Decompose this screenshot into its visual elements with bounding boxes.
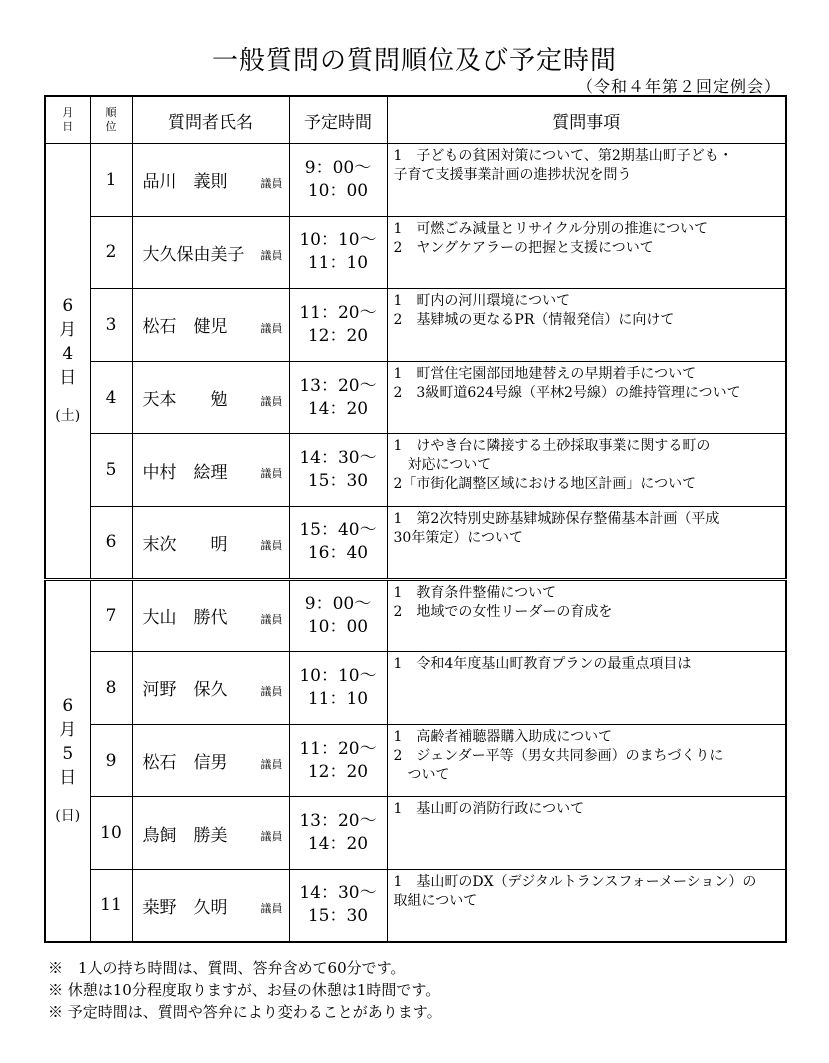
question-topic-line: 2 地域での女性リーダーの育成を — [393, 603, 613, 620]
scheduled-time-cell — [289, 144, 387, 217]
order-cell: 10 — [90, 797, 132, 870]
order-cell: 2 — [90, 216, 132, 289]
order-cell: 11 — [90, 869, 132, 942]
question-topic-line: 2 基肄城の更なるPR（情報発信）に向けて — [393, 312, 675, 329]
questioner-name: 桒野 久明 — [142, 897, 228, 918]
header-row — [45, 96, 786, 144]
question-topic-line: 2 ジェンダー平等（男女共同参画）のまちづくりに — [393, 747, 724, 764]
question-topic-line: 1 子どもの貧困対策について、第2期基山町子ども・ — [393, 148, 733, 164]
start-time: 11：20～ — [299, 738, 377, 759]
question-topic-line: 1 第2次特別史跡基肄城跡保存整備基本計画（平成 — [393, 510, 720, 527]
order-cell: 3 — [90, 289, 132, 362]
question-topic-line: 1 令和4年度基山町教育プランの最重点項目は — [393, 656, 692, 673]
questioner-name-cell — [132, 506, 289, 579]
schedule-table — [44, 95, 787, 943]
date-cell: 6 月 5 日 (日) — [45, 579, 90, 942]
start-time: 9：00～ — [304, 157, 372, 178]
order-cell: 8 — [90, 652, 132, 725]
start-time: 13：20～ — [299, 811, 377, 832]
scheduled-time-cell — [289, 289, 387, 362]
questioner-name-cell — [132, 434, 289, 507]
start-time: 9：00～ — [304, 593, 372, 614]
end-time: 10：00 — [307, 616, 369, 637]
questioner-name: 品川 義則 — [142, 172, 228, 193]
table-row — [45, 144, 786, 217]
questioner-name-cell — [132, 724, 289, 797]
weekday-label: (土) — [55, 407, 81, 424]
end-time: 12：20 — [307, 325, 369, 346]
questioner-name-cell — [132, 797, 289, 870]
end-time: 10：00 — [307, 180, 369, 201]
document-title: 一般質問の質問順位及び予定時間 — [211, 46, 617, 76]
start-time: 15：40～ — [299, 520, 377, 541]
questioner-name: 天本 勉 — [142, 390, 228, 411]
question-topic-line: 1 教育条件整備について — [393, 584, 557, 601]
table-row — [45, 506, 786, 579]
councilor-suffix: 議員 — [260, 613, 283, 627]
question-topic-line: 取組について — [393, 892, 478, 909]
end-time: 15：30 — [307, 471, 369, 492]
question-topic-line: 2 3級町道624号線（平林2号線）の維持管理について — [393, 384, 741, 401]
order-cell: 1 — [90, 144, 132, 217]
scheduled-time-cell — [289, 869, 387, 942]
councilor-suffix: 議員 — [260, 249, 283, 263]
question-topics-cell — [387, 869, 786, 942]
header-date: 月 日 — [45, 96, 90, 144]
questioner-name-cell — [132, 652, 289, 725]
question-topics-cell — [387, 797, 786, 870]
note-3: ※ 予定時間は、質問や答弁により変わることがあります。 — [48, 1003, 442, 1021]
questioner-name: 大久保由美子 — [142, 244, 245, 265]
scheduled-time-cell — [289, 797, 387, 870]
questioner-name: 松石 健児 — [142, 317, 228, 338]
question-topic-line: 1 可燃ごみ減量とリサイクル分別の推進について — [393, 220, 709, 237]
note-1: ※ 1人の持ち時間は、質問、答弁含めて60分です。 — [48, 959, 406, 977]
question-topic-line: 2「市街化調整区域における地区計画」について — [393, 476, 697, 493]
scheduled-time-cell — [289, 216, 387, 289]
end-time: 15：30 — [307, 906, 369, 927]
table-row — [45, 434, 786, 507]
question-topics-cell — [387, 289, 786, 362]
questioner-name-cell — [132, 216, 289, 289]
question-topic-line: 対応について — [393, 457, 492, 474]
scheduled-time-cell — [289, 724, 387, 797]
question-topics-cell — [387, 724, 786, 797]
start-time: 11：20～ — [299, 302, 377, 323]
question-topics-cell — [387, 361, 786, 434]
questioner-name: 鳥飼 勝美 — [142, 825, 228, 846]
question-topic-line: 2 ヤングケアラーの把握と支援について — [393, 239, 654, 256]
start-time: 13：20～ — [299, 375, 377, 396]
councilor-suffix: 議員 — [260, 685, 283, 699]
scheduled-time-cell — [289, 652, 387, 725]
order-cell: 6 — [90, 506, 132, 579]
end-time: 12：20 — [307, 761, 369, 782]
questioner-name-cell — [132, 361, 289, 434]
table-row — [45, 216, 786, 289]
order-cell: 7 — [90, 579, 132, 652]
order-cell: 9 — [90, 724, 132, 797]
councilor-suffix: 議員 — [260, 467, 283, 481]
scheduled-time-cell — [289, 506, 387, 579]
councilor-suffix: 議員 — [260, 539, 283, 553]
question-topic-line: 30年策定）について — [393, 529, 524, 546]
header-time: 予定時間 — [289, 96, 387, 144]
header-order: 順 位 — [90, 96, 132, 144]
document-subtitle: （令和４年第２回定例会） — [576, 77, 781, 96]
table-row — [45, 797, 786, 870]
question-topic-line: 1 町内の河川環境について — [393, 293, 571, 310]
scheduled-time-cell — [289, 434, 387, 507]
question-topic-line: ついて — [393, 766, 450, 783]
table-row — [45, 579, 786, 652]
notes — [48, 957, 442, 1023]
scheduled-time-cell — [289, 579, 387, 652]
date-cell: 6 月 4 日 (土) — [45, 144, 90, 580]
end-time: 11：10 — [307, 688, 369, 709]
questioner-name: 河野 保久 — [142, 680, 228, 701]
questioner-name-cell — [132, 289, 289, 362]
table-row — [45, 652, 786, 725]
question-topic-line: 子育て支援事業計画の進捗状況を問う — [393, 167, 632, 183]
end-time: 14：20 — [307, 398, 369, 419]
councilor-suffix: 議員 — [260, 322, 283, 336]
questioner-name-cell — [132, 869, 289, 942]
start-time: 10：10～ — [299, 665, 377, 686]
start-time: 10：10～ — [299, 230, 377, 251]
table-row — [45, 869, 786, 942]
councilor-suffix: 議員 — [260, 757, 283, 771]
order-cell: 4 — [90, 361, 132, 434]
question-topic-line: 1 基山町の消防行政について — [393, 801, 585, 818]
end-time: 11：10 — [307, 253, 369, 274]
question-topic-line: 1 基山町のDX（デジタルトランスフォーメーション）の — [393, 873, 757, 890]
questioner-name-cell — [132, 579, 289, 652]
start-time: 14：30～ — [299, 448, 377, 469]
question-topics-cell — [387, 434, 786, 507]
question-topics-cell — [387, 144, 786, 217]
councilor-suffix: 議員 — [260, 176, 283, 190]
note-2: ※ 休憩は10分程度取りますが、お昼の休憩は1時間です。 — [48, 981, 441, 999]
question-topic-line: 1 町営住宅園部団地建替えの早期着手について — [393, 365, 697, 382]
start-time: 14：30～ — [299, 883, 377, 904]
scheduled-time-cell — [289, 361, 387, 434]
question-topic-line: 1 けやき台に隣接する土砂採取事業に関する町の — [393, 438, 711, 455]
councilor-suffix: 議員 — [260, 830, 283, 844]
table-row — [45, 289, 786, 362]
question-topics-cell — [387, 579, 786, 652]
question-topic-line: 1 高齢者補聴器購入助成について — [393, 728, 613, 745]
questioner-name: 末次 明 — [142, 534, 228, 555]
table-row — [45, 724, 786, 797]
question-topics-cell — [387, 216, 786, 289]
question-topics-cell — [387, 506, 786, 579]
order-cell: 5 — [90, 434, 132, 507]
end-time: 14：20 — [307, 834, 369, 855]
question-topics-cell — [387, 652, 786, 725]
questioner-name: 大山 勝代 — [142, 608, 228, 629]
questioner-name: 松石 信男 — [142, 753, 228, 774]
header-name: 質問者氏名 — [132, 96, 289, 144]
header-topic: 質問事項 — [387, 96, 786, 144]
end-time: 16：40 — [307, 543, 369, 564]
questioner-name-cell — [132, 144, 289, 217]
weekday-label: (日) — [55, 807, 81, 824]
councilor-suffix: 議員 — [260, 902, 283, 916]
questioner-name: 中村 絵理 — [142, 462, 228, 483]
councilor-suffix: 議員 — [260, 394, 283, 408]
table-row — [45, 361, 786, 434]
